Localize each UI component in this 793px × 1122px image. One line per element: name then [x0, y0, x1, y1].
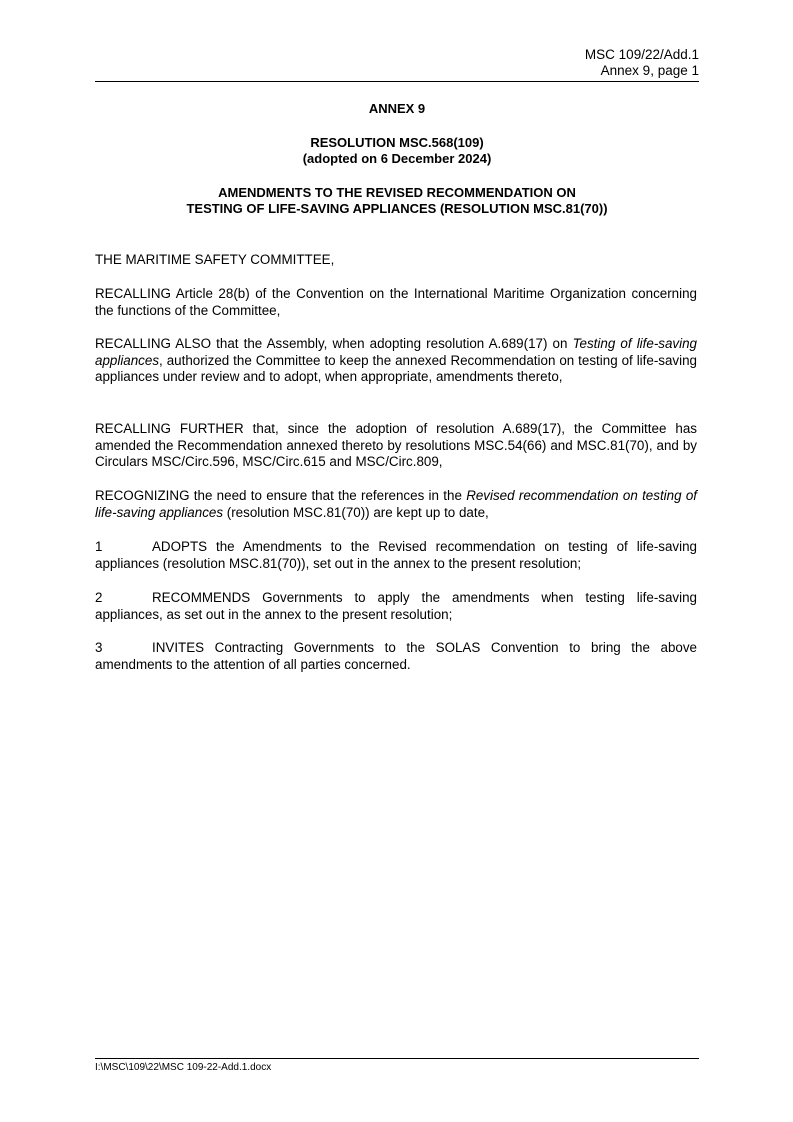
- subject-line-2: TESTING OF LIFE-SAVING APPLIANCES (RESOLUTION MSC.81(70)): [186, 201, 608, 216]
- adoption-date: (adopted on 6 December 2024): [302, 151, 492, 166]
- recalling-further-paragraph: RECALLING FURTHER that, since the adoption of resolution A.689(17), the Committee has amended the Recommendation annexed thereto by resolutions MSC.54(66) and MSC.81(70), and by Circulars MSC/Circ.596, MSC/Circ.615 and MSC/Circ.809,: [95, 421, 697, 469]
- recalling-also-italic: Testing of life-saving appliances: [95, 336, 697, 368]
- item-text: INVITES Contracting Governments to the SOLAS Convention to bring the above amendments to the attention of all parties concerned.: [95, 640, 697, 672]
- recalling-also-text-a: RECALLING ALSO that the Assembly, when adopting resolution A.689(17) on: [95, 336, 573, 351]
- page-reference: Annex 9, page 1: [600, 63, 699, 78]
- recalling-also-paragraph: [95, 336, 697, 386]
- page-header: [95, 47, 699, 79]
- annex-title: ANNEX 9: [368, 101, 426, 116]
- subject-line-1: AMENDMENTS TO THE REVISED RECOMMENDATION ON: [218, 185, 576, 200]
- item-text: ADOPTS the Amendments to the Revised recommendation on testing of life-saving appliances (resolution MSC.81(70)), set out in the annex to the present resolution;: [95, 539, 697, 571]
- committee-line: THE MARITIME SAFETY COMMITTEE,: [95, 252, 335, 267]
- recognizing-italic: Revised recommendation on testing of life-saving appliances: [95, 488, 697, 520]
- document-reference: MSC 109/22/Add.1: [584, 47, 699, 62]
- resolution-title: RESOLUTION MSC.568(109): [310, 135, 484, 150]
- recognizing-text-b: (resolution MSC.81(70)) are kept up to date,: [223, 504, 489, 520]
- subject-heading: [95, 185, 699, 217]
- operative-item: [95, 590, 697, 623]
- operative-item: [95, 640, 697, 673]
- operative-item: [95, 539, 697, 572]
- footer-divider: [95, 1058, 699, 1059]
- recognizing-text-a: RECOGNIZING the need to ensure that the references in the: [95, 488, 467, 503]
- item-number: 3: [95, 640, 103, 655]
- item-number: 2: [95, 590, 103, 605]
- recalling-also-text-b: , authorized the Committee to keep the annexed Recommendation on testing of life-saving appliances under review and to adopt, when appropriate, amendments thereto,: [95, 352, 697, 384]
- header-divider: [95, 81, 699, 82]
- recognizing-paragraph: [95, 488, 697, 521]
- recalling-paragraph: RECALLING Article 28(b) of the Convention on the International Maritime Organization concerning the functions of the Committee,: [95, 286, 697, 318]
- item-number: 1: [95, 539, 103, 554]
- item-text: RECOMMENDS Governments to apply the amendments when testing life-saving appliances, as set out in the annex to the present resolution;: [95, 590, 697, 622]
- resolution-heading: [95, 135, 699, 167]
- file-path: I:\MSC\109\22\MSC 109-22-Add.1.docx: [95, 1062, 272, 1073]
